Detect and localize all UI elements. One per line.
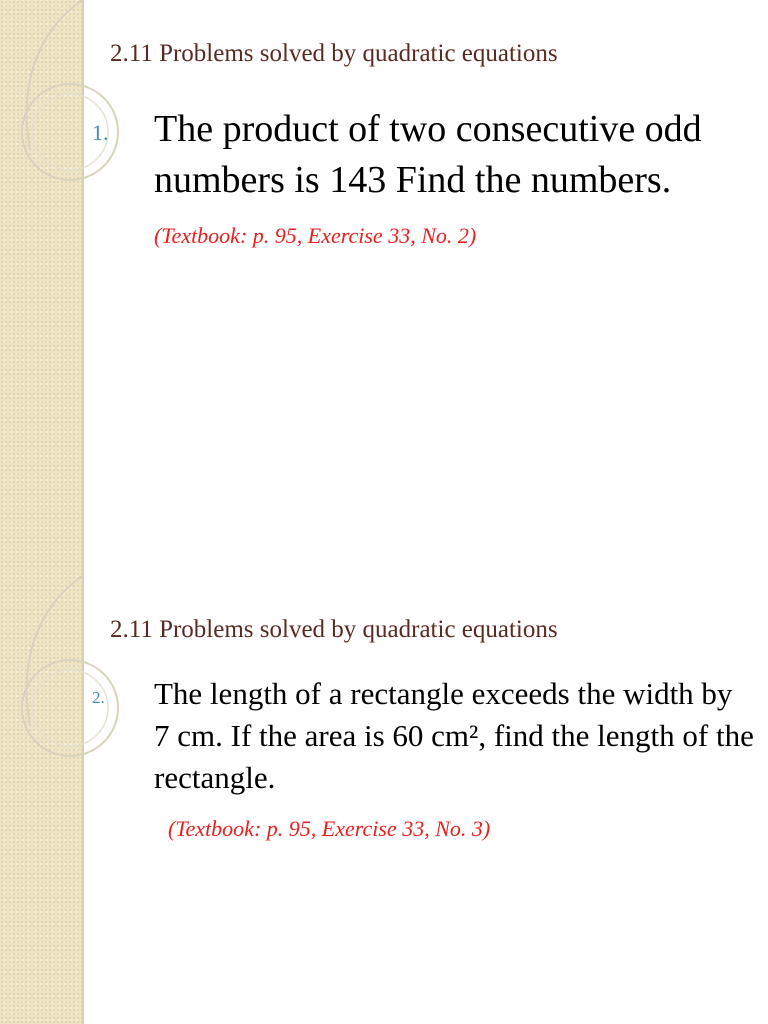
decorative-side-panel bbox=[0, 0, 84, 576]
problem-statement: The length of a rectangle exceeds the width by 7 cm. If the area is 60 cm², find the length of the rectangle. bbox=[154, 676, 754, 795]
list-number: 2. bbox=[92, 688, 105, 707]
textbook-reference: (Textbook: p. 95, Exercise 33, No. 2) bbox=[154, 223, 477, 248]
problem-text bbox=[154, 104, 744, 261]
problem-statement: The product of two consecutive odd numbers is 143 Find the numbers. bbox=[154, 108, 702, 201]
slide-heading: 2.11 Problems solved by quadratic equations bbox=[110, 40, 558, 67]
slide-heading: 2.11 Problems solved by quadratic equations bbox=[110, 616, 558, 643]
slide-2 bbox=[0, 576, 768, 1024]
list-number: 1. bbox=[92, 120, 109, 145]
textbook-reference: (Textbook: p. 95, Exercise 33, No. 3) bbox=[168, 816, 491, 841]
decorative-side-panel bbox=[0, 576, 84, 1024]
